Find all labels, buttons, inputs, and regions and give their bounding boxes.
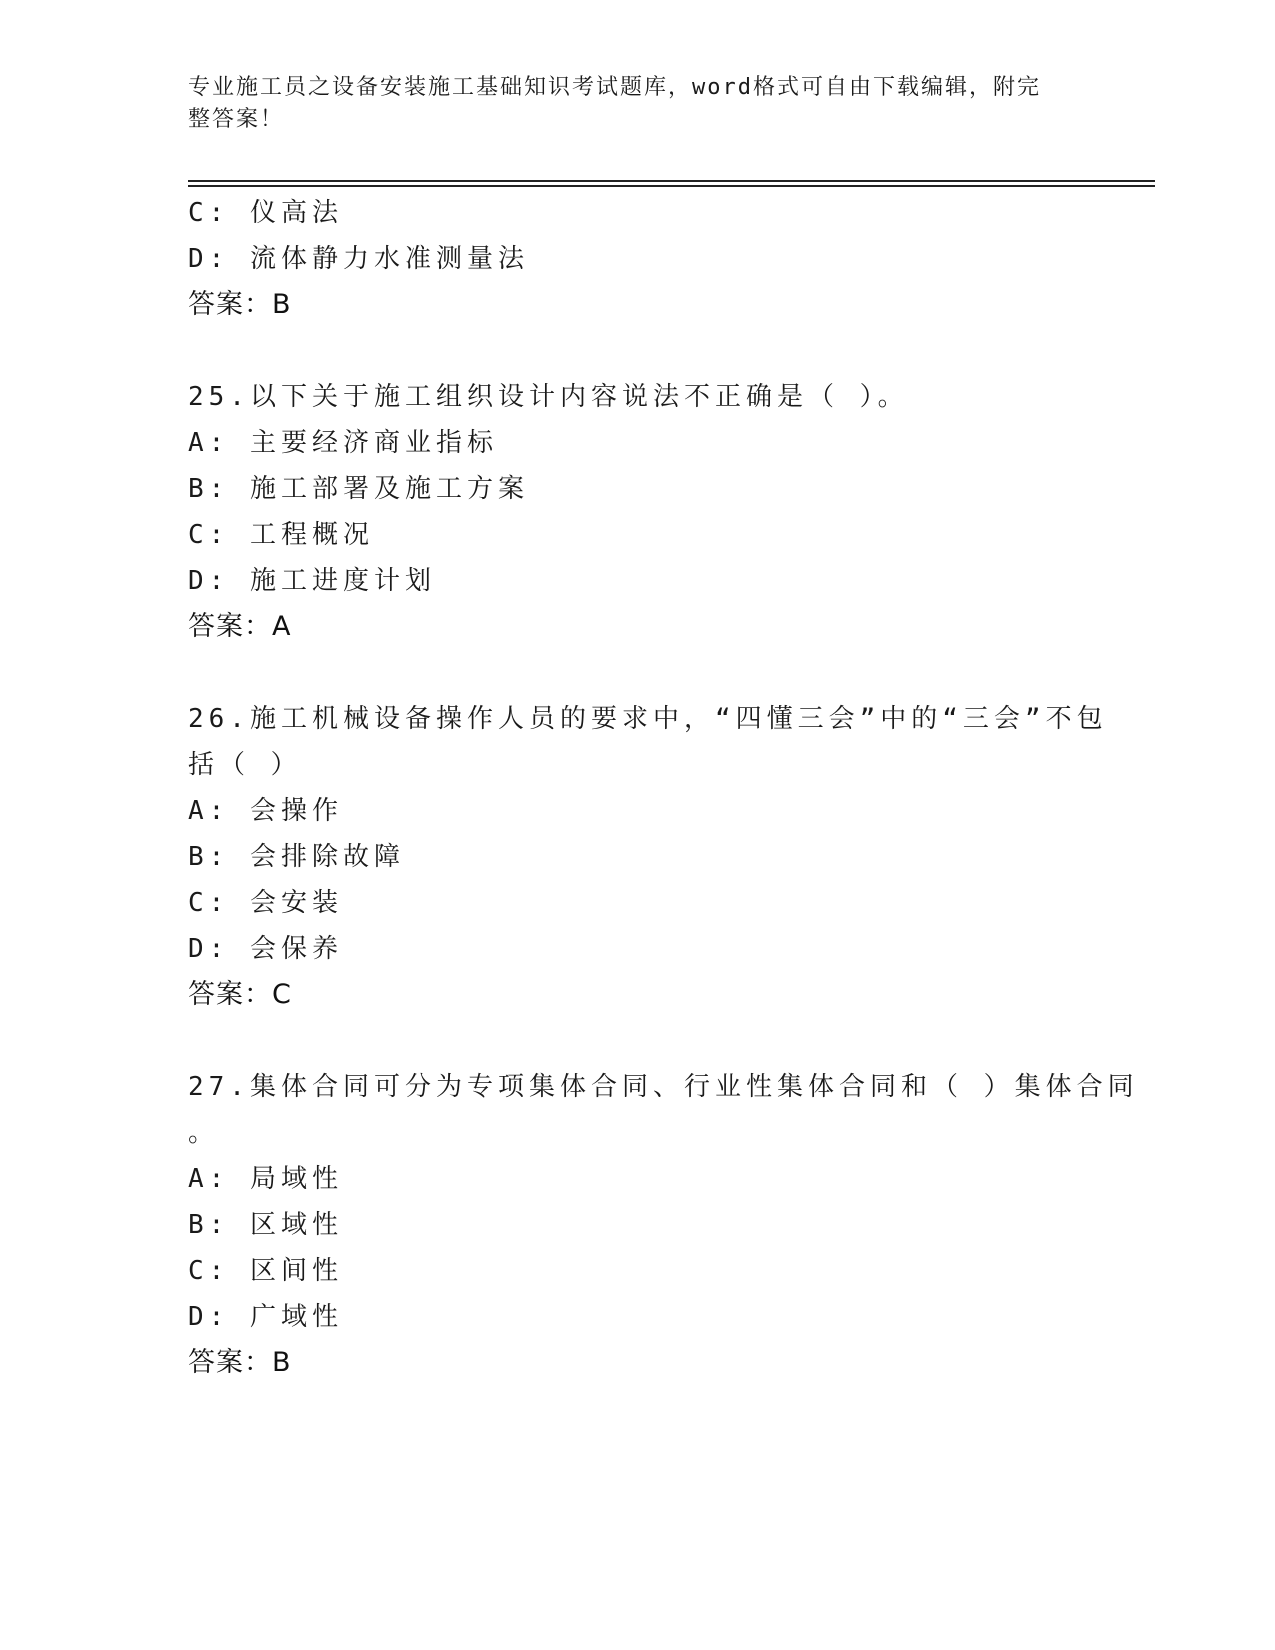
option-c xyxy=(188,1248,1088,1294)
option-text: 会保养 xyxy=(249,934,343,964)
question-27 xyxy=(188,1064,1139,1386)
option-label: B: xyxy=(188,474,250,504)
option-label: C: xyxy=(188,520,250,550)
option-label: D: xyxy=(188,566,250,596)
option-text: 会安装 xyxy=(249,888,343,918)
option-d xyxy=(188,236,1088,282)
option-text: 施工进度计划 xyxy=(249,566,436,596)
question-stem-continued: 。 xyxy=(188,1118,220,1148)
option-text: 仪高法 xyxy=(249,198,343,228)
header-line-2: 整答案！ xyxy=(188,107,285,132)
document-header xyxy=(188,72,1068,136)
option-label: D: xyxy=(188,934,250,964)
option-text: 流体静力水准测量法 xyxy=(249,244,529,274)
option-text: 会排除故障 xyxy=(249,842,405,872)
option-b xyxy=(188,466,1088,512)
answer: 答案：C xyxy=(188,979,292,1010)
question-list xyxy=(188,190,1139,1386)
header-line-1: 专业施工员之设备安装施工基础知识考试题库，word格式可自由下载编辑，附完 xyxy=(188,75,1041,100)
question-stem: 26.施工机械设备操作人员的要求中，“四懂三会”中的“三会”不包 xyxy=(188,704,1108,734)
option-a xyxy=(188,420,1088,466)
question-24-continued xyxy=(188,190,1088,328)
spacer xyxy=(188,650,1088,696)
option-c xyxy=(188,880,1088,926)
option-d xyxy=(188,558,1088,604)
option-label: A: xyxy=(188,1164,250,1194)
option-c xyxy=(188,512,1088,558)
option-label: B: xyxy=(188,842,250,872)
option-label: C: xyxy=(188,198,250,228)
question-26 xyxy=(188,696,1108,1018)
option-d xyxy=(188,1294,1088,1340)
question-stem-continued: 括（ ） xyxy=(188,750,302,780)
answer: 答案：A xyxy=(188,611,292,642)
option-text: 广域性 xyxy=(249,1302,343,1332)
header-divider-bottom xyxy=(188,185,1155,187)
answer: 答案：B xyxy=(188,289,292,320)
option-label: D: xyxy=(188,1302,250,1332)
option-label: B: xyxy=(188,1210,250,1240)
option-c xyxy=(188,190,1088,236)
option-text: 区间性 xyxy=(249,1256,343,1286)
header-divider-top xyxy=(188,180,1155,182)
question-25 xyxy=(188,374,1088,650)
option-b xyxy=(188,834,1088,880)
spacer xyxy=(188,1018,1088,1064)
option-b xyxy=(188,1202,1088,1248)
option-label: D: xyxy=(188,244,250,274)
option-label: A: xyxy=(188,796,250,826)
spacer xyxy=(188,328,1088,374)
option-text: 主要经济商业指标 xyxy=(249,428,498,458)
option-label: C: xyxy=(188,1256,250,1286)
option-text: 施工部署及施工方案 xyxy=(249,474,529,504)
option-label: A: xyxy=(188,428,250,458)
option-label: C: xyxy=(188,888,250,918)
question-stem: 25.以下关于施工组织设计内容说法不正确是（ ）。 xyxy=(188,382,909,412)
option-text: 局域性 xyxy=(249,1164,343,1194)
option-a xyxy=(188,1156,1088,1202)
option-text: 区域性 xyxy=(249,1210,343,1240)
option-d xyxy=(188,926,1088,972)
answer: 答案：B xyxy=(188,1347,292,1378)
option-text: 会操作 xyxy=(249,796,343,826)
option-text: 工程概况 xyxy=(249,520,374,550)
question-stem: 27.集体合同可分为专项集体合同、行业性集体合同和（ ）集体合同 xyxy=(188,1072,1139,1102)
option-a xyxy=(188,788,1088,834)
